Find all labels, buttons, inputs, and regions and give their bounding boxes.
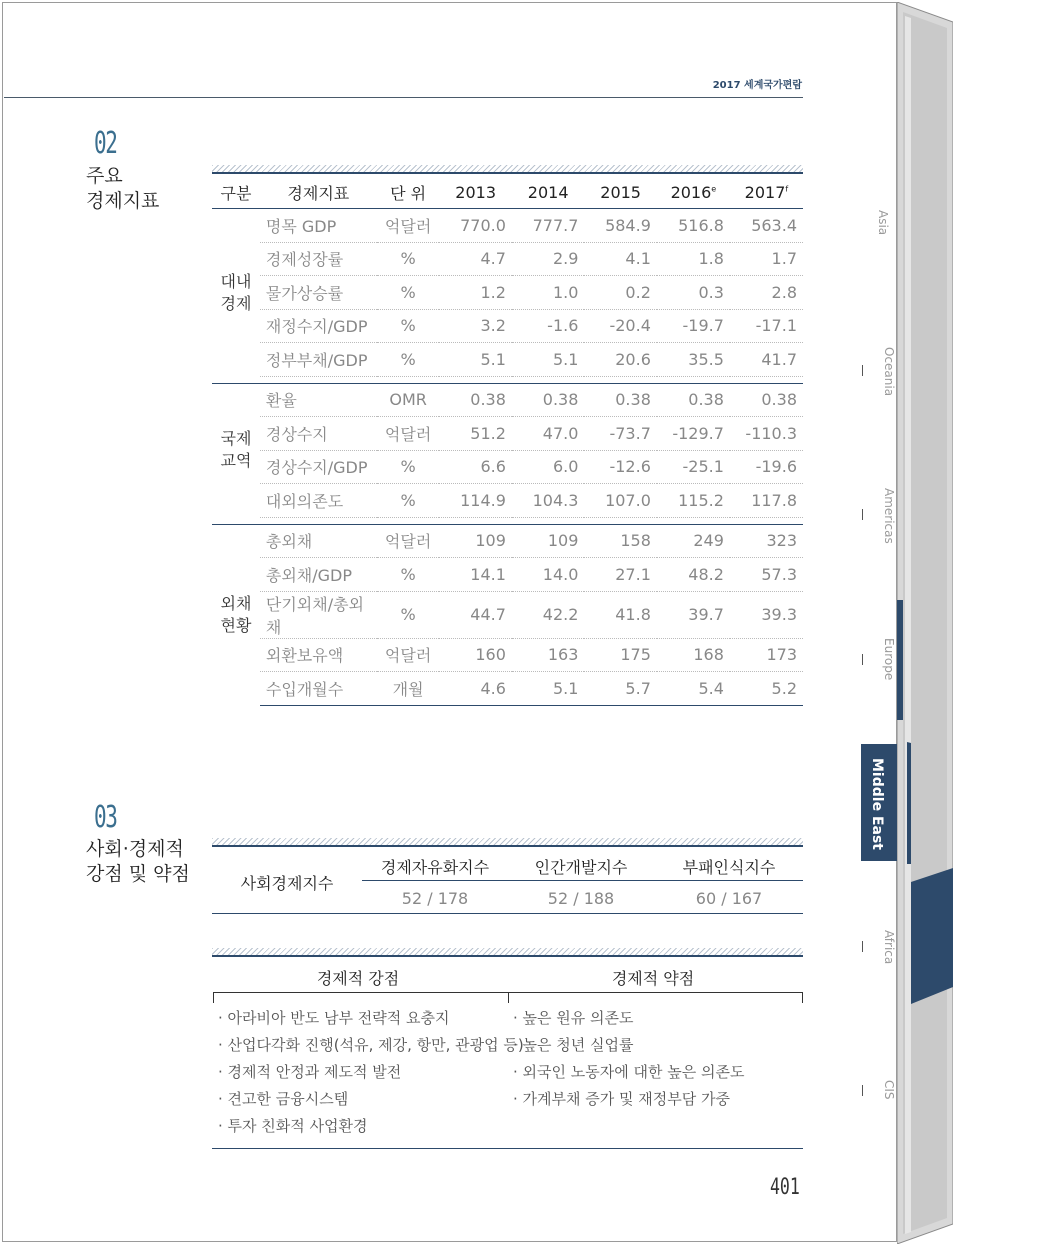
col-header-2013: 2013 bbox=[439, 176, 511, 209]
index-value-economic-freedom: 52 / 178 bbox=[401, 889, 469, 908]
indicator-name: 단기외채/총외채 bbox=[260, 591, 377, 638]
indicator-value: 163 bbox=[512, 638, 584, 672]
indicator-value: 516.8 bbox=[657, 209, 730, 243]
col-header-group: 구분 bbox=[212, 176, 260, 209]
indicator-value: 0.38 bbox=[657, 383, 730, 417]
index-header-human-development: 인간개발지수 bbox=[534, 858, 628, 877]
indicator-value: 35.5 bbox=[657, 343, 730, 377]
economic-indicators-table bbox=[212, 176, 803, 706]
indicator-unit: % bbox=[377, 343, 440, 377]
indicator-value: 0.2 bbox=[584, 276, 656, 310]
tab-europe[interactable]: Europe bbox=[882, 638, 896, 681]
table-row bbox=[212, 417, 803, 451]
indicator-unit: 개월 bbox=[377, 672, 440, 706]
indicator-value: 158 bbox=[584, 524, 656, 558]
indicator-value: -110.3 bbox=[730, 417, 803, 451]
estimate-mark: e bbox=[711, 184, 717, 194]
indicator-value: -17.1 bbox=[730, 309, 803, 343]
index-hatch-bar bbox=[212, 838, 803, 847]
indicator-value: 249 bbox=[657, 524, 730, 558]
indicator-value: 0.38 bbox=[584, 383, 656, 417]
indicator-value: 5.1 bbox=[512, 343, 584, 377]
indicator-value: 27.1 bbox=[584, 558, 656, 592]
indicator-value: 1.8 bbox=[657, 242, 730, 276]
strengths-heading: 경제적 강점 bbox=[316, 969, 400, 988]
tab-americas[interactable]: Americas bbox=[882, 488, 896, 544]
indicator-value: 115.2 bbox=[657, 484, 730, 518]
weaknesses-list bbox=[513, 1005, 744, 1113]
indicator-value: 1.2 bbox=[439, 276, 511, 310]
indicator-value: 107.0 bbox=[584, 484, 656, 518]
index-label: 사회경제지수 bbox=[240, 874, 334, 893]
indicator-unit: % bbox=[377, 309, 440, 343]
indicator-unit: 억달러 bbox=[377, 638, 440, 672]
group-label: 대내 경제 bbox=[220, 271, 252, 313]
indicator-value: -19.7 bbox=[657, 309, 730, 343]
table-row bbox=[212, 309, 803, 343]
indicator-value: 175 bbox=[584, 638, 656, 672]
tab-mark-europe bbox=[862, 654, 863, 665]
indicator-value: 117.8 bbox=[730, 484, 803, 518]
indicator-value: -129.7 bbox=[657, 417, 730, 451]
indicator-value: 0.38 bbox=[439, 383, 511, 417]
table-row bbox=[212, 383, 803, 417]
table-row bbox=[212, 242, 803, 276]
indicator-value: 4.6 bbox=[439, 672, 511, 706]
table-header-row bbox=[212, 176, 803, 209]
indicator-name: 경제성장률 bbox=[260, 242, 377, 276]
forecast-mark: f bbox=[785, 184, 789, 194]
indicator-unit: 억달러 bbox=[377, 417, 440, 451]
list-item: · 경제적 안정과 제도적 발전 bbox=[218, 1059, 524, 1086]
indicator-name: 명목 GDP bbox=[260, 209, 377, 243]
indicator-value: 14.1 bbox=[439, 558, 511, 592]
table-hatch-bar bbox=[212, 165, 803, 174]
indicator-value: 51.2 bbox=[439, 417, 511, 451]
index-rule bbox=[362, 880, 803, 881]
indicator-value: 48.2 bbox=[657, 558, 730, 592]
indicator-unit: % bbox=[377, 450, 440, 484]
section-3-title: 사회·경제적 강점 및 약점 bbox=[86, 838, 190, 885]
tab-oceania[interactable]: Oceania bbox=[882, 347, 896, 397]
tab-mark-americas bbox=[862, 509, 863, 520]
group-label: 국제 교역 bbox=[220, 429, 252, 471]
table-row bbox=[212, 558, 803, 592]
indicator-value: 173 bbox=[730, 638, 803, 672]
tab-asia[interactable]: Asia bbox=[876, 210, 890, 236]
table-row bbox=[212, 672, 803, 706]
indicator-value: 41.7 bbox=[730, 343, 803, 377]
indicator-value: 44.7 bbox=[439, 591, 511, 638]
indicator-name: 수입개월수 bbox=[260, 672, 377, 706]
index-header-corruption: 부패인식지수 bbox=[682, 858, 776, 877]
indicator-value: 1.0 bbox=[512, 276, 584, 310]
group-separator bbox=[212, 376, 803, 383]
indicator-value: 47.0 bbox=[512, 417, 584, 451]
indicator-value: 5.7 bbox=[584, 672, 656, 706]
indicator-value: 42.2 bbox=[512, 591, 584, 638]
indicator-name: 물가상승률 bbox=[260, 276, 377, 310]
tab-mark-cis bbox=[862, 1085, 863, 1096]
sw-bracket bbox=[213, 992, 803, 1002]
table-row bbox=[212, 343, 803, 377]
table-row bbox=[212, 524, 803, 558]
list-item: · 견고한 금융시스템 bbox=[218, 1086, 524, 1113]
tab-africa[interactable]: Africa bbox=[882, 930, 896, 965]
index-value-human-development: 52 / 188 bbox=[547, 889, 615, 908]
indicator-value: 1.7 bbox=[730, 242, 803, 276]
indicator-value: 3.2 bbox=[439, 309, 511, 343]
tab-mark-africa bbox=[862, 941, 863, 952]
list-item: · 아라비아 반도 남부 전략적 요충지 bbox=[218, 1005, 524, 1032]
indicator-value: 41.8 bbox=[584, 591, 656, 638]
list-item: · 높은 청년 실업률 bbox=[513, 1032, 744, 1059]
indicator-unit: 억달러 bbox=[377, 524, 440, 558]
indicator-value: -73.7 bbox=[584, 417, 656, 451]
table-row bbox=[212, 450, 803, 484]
indicator-name: 대외의존도 bbox=[260, 484, 377, 518]
indicator-value: 5.4 bbox=[657, 672, 730, 706]
strengths-list bbox=[218, 1005, 524, 1140]
indicator-value: 2.8 bbox=[730, 276, 803, 310]
indicator-value: -19.6 bbox=[730, 450, 803, 484]
indicator-value: 5.2 bbox=[730, 672, 803, 706]
indicator-name: 재정수지/GDP bbox=[260, 309, 377, 343]
list-item: · 높은 원유 의존도 bbox=[513, 1005, 744, 1032]
tab-middle-east[interactable]: Middle East bbox=[861, 744, 897, 861]
indicator-unit: % bbox=[377, 484, 440, 518]
indicator-value: 114.9 bbox=[439, 484, 511, 518]
indicator-value: -12.6 bbox=[584, 450, 656, 484]
indicator-value: 323 bbox=[730, 524, 803, 558]
indicator-value: -1.6 bbox=[512, 309, 584, 343]
section-3-number: 03 bbox=[94, 800, 117, 835]
indicator-value: 104.3 bbox=[512, 484, 584, 518]
book-edge bbox=[897, 2, 953, 1244]
indicator-name: 총외채 bbox=[260, 524, 377, 558]
section-2-number: 02 bbox=[94, 126, 117, 161]
indicator-value: 5.1 bbox=[439, 343, 511, 377]
index-value-corruption: 60 / 167 bbox=[695, 889, 763, 908]
indicator-value: 5.1 bbox=[512, 672, 584, 706]
indicator-value: 39.7 bbox=[657, 591, 730, 638]
table-row bbox=[212, 591, 803, 638]
col-header-2015: 2015 bbox=[584, 176, 656, 209]
indicator-value: 0.38 bbox=[730, 383, 803, 417]
table-row bbox=[212, 638, 803, 672]
indicator-unit: % bbox=[377, 276, 440, 310]
indicator-name: 경상수지/GDP bbox=[260, 450, 377, 484]
indicator-value: 6.6 bbox=[439, 450, 511, 484]
indicator-value: 6.0 bbox=[512, 450, 584, 484]
sw-hatch-bar bbox=[212, 948, 803, 957]
group-separator bbox=[212, 517, 803, 524]
indicator-value: 109 bbox=[512, 524, 584, 558]
section-2-title: 주요 경제지표 bbox=[86, 165, 160, 212]
indicator-value: 777.7 bbox=[512, 209, 584, 243]
indicator-name: 경상수지 bbox=[260, 417, 377, 451]
indicator-value: 20.6 bbox=[584, 343, 656, 377]
indicator-value: 57.3 bbox=[730, 558, 803, 592]
group-label: 외채 현황 bbox=[220, 593, 252, 635]
page-number: 401 bbox=[770, 1175, 800, 1200]
list-item: · 투자 친화적 사업환경 bbox=[218, 1113, 524, 1140]
indicator-unit: 억달러 bbox=[377, 209, 440, 243]
indicator-name: 총외채/GDP bbox=[260, 558, 377, 592]
indicator-value: 14.0 bbox=[512, 558, 584, 592]
indicator-unit: OMR bbox=[377, 383, 440, 417]
table-row bbox=[212, 276, 803, 310]
col-header-2017: 2017$^f$ bbox=[730, 176, 803, 209]
list-item: · 가계부채 증가 및 재정부담 가중 bbox=[513, 1086, 744, 1113]
indicator-value: 584.9 bbox=[584, 209, 656, 243]
list-item: · 외국인 노동자에 대한 높은 의존도 bbox=[513, 1059, 744, 1086]
indicator-name: 외환보유액 bbox=[260, 638, 377, 672]
indicator-value: 168 bbox=[657, 638, 730, 672]
running-head: 2017 세계국가편람 bbox=[712, 80, 802, 91]
tab-mark-oceania bbox=[862, 365, 863, 376]
col-header-indicator: 경제지표 bbox=[260, 176, 377, 209]
col-header-unit: 단 위 bbox=[377, 176, 440, 209]
indicator-value: 563.4 bbox=[730, 209, 803, 243]
header-rule bbox=[4, 97, 803, 98]
indicator-value: 0.3 bbox=[657, 276, 730, 310]
sw-bottom-rule bbox=[212, 1148, 803, 1149]
indicator-name: 정부부채/GDP bbox=[260, 343, 377, 377]
weaknesses-heading: 경제적 약점 bbox=[611, 969, 695, 988]
col-header-2014: 2014 bbox=[512, 176, 584, 209]
list-item: · 산업다각화 진행(석유, 제강, 항만, 관광업 등) bbox=[218, 1032, 524, 1059]
indicator-value: -20.4 bbox=[584, 309, 656, 343]
indicator-value: 4.7 bbox=[439, 242, 511, 276]
indicator-unit: % bbox=[377, 558, 440, 592]
indicator-value: 2.9 bbox=[512, 242, 584, 276]
table-row bbox=[212, 484, 803, 518]
indicator-value: 160 bbox=[439, 638, 511, 672]
indicator-name: 환율 bbox=[260, 383, 377, 417]
indicator-value: 39.3 bbox=[730, 591, 803, 638]
col-header-2016: 2016e bbox=[657, 176, 730, 209]
indicator-value: -25.1 bbox=[657, 450, 730, 484]
indicator-value: 109 bbox=[439, 524, 511, 558]
social-economic-index-table bbox=[212, 847, 803, 914]
indicator-value: 0.38 bbox=[512, 383, 584, 417]
indicator-unit: % bbox=[377, 591, 440, 638]
tab-cis[interactable]: CIS bbox=[882, 1080, 896, 1100]
indicator-value: 770.0 bbox=[439, 209, 511, 243]
index-header-economic-freedom: 경제자유화지수 bbox=[380, 858, 490, 877]
table-row bbox=[212, 209, 803, 243]
indicator-value: 4.1 bbox=[584, 242, 656, 276]
indicator-unit: % bbox=[377, 242, 440, 276]
